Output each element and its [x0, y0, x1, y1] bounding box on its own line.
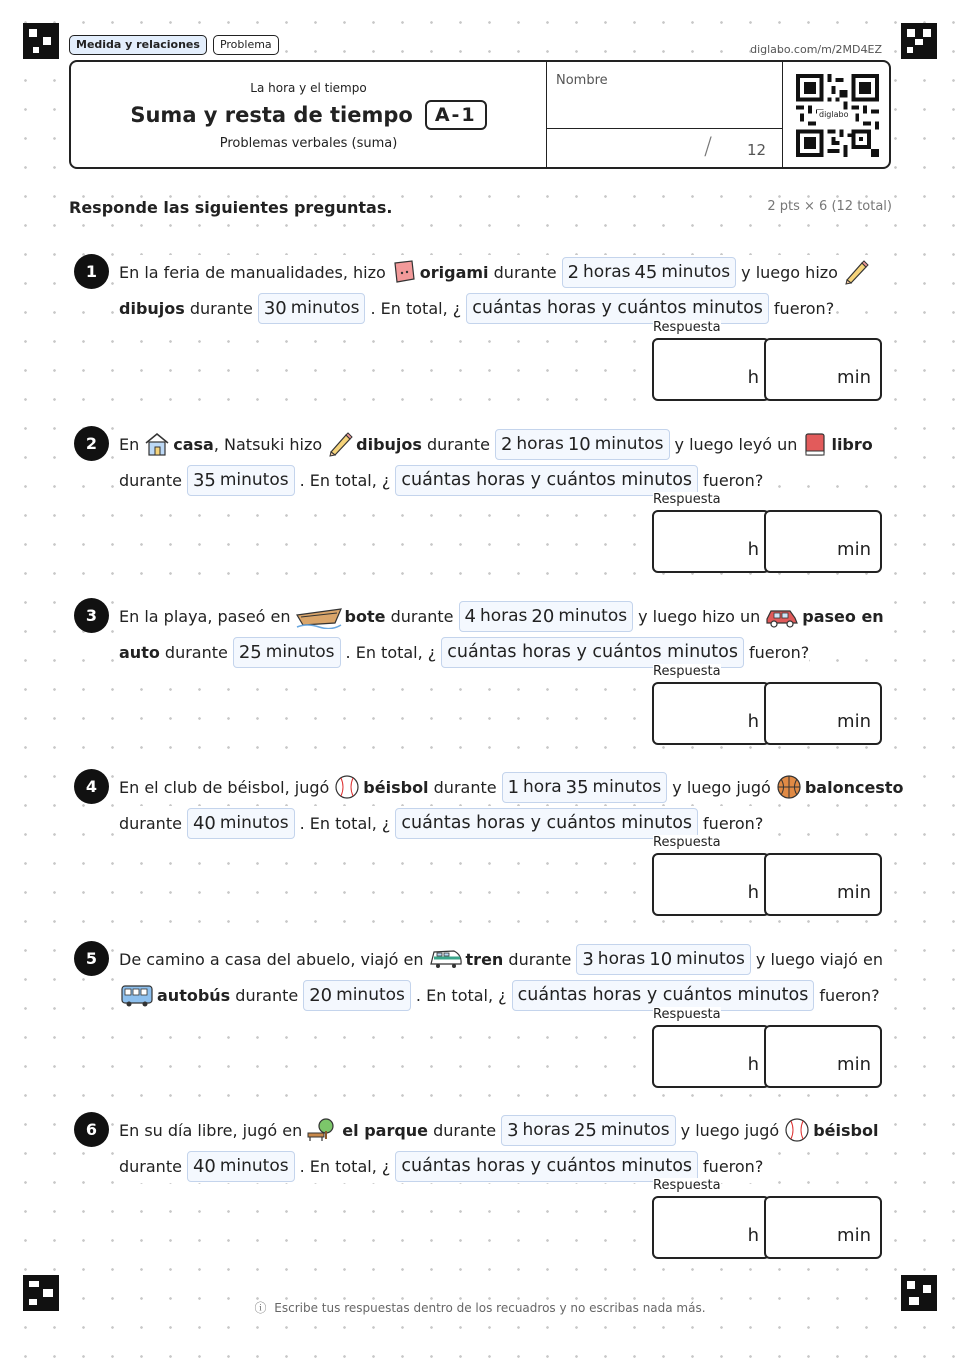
answer-minutes-box[interactable]	[764, 1025, 882, 1088]
activity-2-cont: auto	[119, 642, 160, 662]
time-chip-2	[187, 1151, 295, 1182]
activity-2: paseo en	[802, 606, 884, 626]
hours-value: 2	[500, 433, 513, 455]
house-icon	[143, 431, 171, 457]
activity-2: béisbol	[813, 1120, 879, 1140]
hours-unit: horas	[516, 434, 564, 454]
score-slash: /	[704, 132, 713, 160]
ask-chip	[512, 980, 815, 1011]
question-text: En	[119, 434, 140, 454]
instructions: Responde las siguientes preguntas.	[69, 198, 393, 217]
minutes-unit: minutos	[265, 642, 335, 662]
minutes-unit: minutos	[290, 298, 360, 318]
time-chip-1	[502, 772, 668, 803]
unit-min: min	[837, 367, 871, 388]
unit-min: min	[837, 882, 871, 903]
unit-min: min	[837, 1054, 871, 1075]
question-number: 3	[74, 598, 109, 633]
question-line-1	[119, 599, 884, 633]
ask-chip	[395, 808, 698, 839]
baseball-icon	[783, 1117, 811, 1143]
durante-text: durante	[119, 470, 182, 490]
page-title: Suma y resta de tiempo	[130, 103, 413, 127]
answer-hours-box[interactable]	[652, 1196, 770, 1259]
hours-unit: horas	[479, 606, 528, 626]
question-line-2	[119, 291, 834, 325]
question-end: fueron?	[819, 985, 880, 1005]
ask-text: cuántas horas y cuántos minutos	[401, 813, 693, 833]
question-end: fueron?	[703, 1156, 764, 1176]
corner-marker-top-left	[23, 23, 59, 59]
ask-chip	[441, 637, 744, 668]
level-badge: A-1	[425, 100, 487, 130]
activity-1: tren	[465, 949, 504, 969]
car-icon	[764, 603, 800, 629]
hours-unit: horas	[583, 262, 631, 282]
source-url[interactable]: diglabo.com/m/2MD4EZ	[750, 43, 882, 56]
question-text: y luego viajó en	[755, 949, 883, 969]
tag-group	[69, 35, 279, 55]
question-text: . En total, ¿	[415, 985, 507, 1005]
time-chip-2	[187, 808, 295, 839]
minutes-value: 10	[567, 433, 591, 455]
question-text: y luego leyó un	[674, 434, 798, 454]
question-number: 6	[74, 1112, 109, 1147]
bus-icon	[119, 982, 155, 1008]
question-number: 1	[74, 254, 109, 289]
durante-text: durante	[433, 777, 497, 797]
unit-h: h	[747, 711, 759, 732]
minutes-value: 40	[192, 812, 216, 834]
durante-text: durante	[390, 606, 454, 626]
points-info: 2 pts × 6 (12 total)	[767, 199, 892, 214]
minutes-value: 20	[531, 605, 555, 627]
answer-minutes-box[interactable]	[764, 510, 882, 573]
answer-hours-box[interactable]	[652, 1025, 770, 1088]
question-text: . En total, ¿	[345, 642, 437, 662]
qr-label: diglabo	[819, 110, 849, 119]
question-end: fueron?	[703, 813, 764, 833]
time-chip-2	[258, 293, 366, 324]
durante-text: durante	[189, 298, 253, 318]
question-end: fueron?	[748, 642, 810, 662]
worksheet-header	[69, 60, 891, 169]
unit-h: h	[747, 1054, 759, 1075]
park-icon	[306, 1117, 340, 1143]
durante-text: durante	[493, 262, 557, 282]
minutes-value: 35	[565, 776, 589, 798]
activity-1: el parque	[342, 1120, 429, 1140]
answer-label: Respuesta	[653, 1007, 721, 1022]
minutes-unit: minutos	[219, 470, 289, 490]
topic-label: La hora y el tiempo	[250, 81, 367, 95]
time-chip-1	[459, 601, 634, 632]
name-divider	[547, 128, 782, 129]
unit-h: h	[747, 539, 759, 560]
time-chip-2	[233, 637, 341, 668]
activity-2: libro	[831, 434, 873, 454]
question-text: y luego jugó	[680, 1120, 780, 1140]
minutes-unit: minutos	[600, 1120, 670, 1140]
question-end: fueron?	[773, 298, 835, 318]
question-text: , Natsuki hizo	[213, 434, 323, 454]
time-chip-2	[187, 465, 295, 496]
answer-label: Respuesta	[653, 492, 721, 507]
durante-text: durante	[235, 985, 299, 1005]
page-subtitle: Problemas verbales (suma)	[219, 136, 398, 151]
question-text: En el club de béisbol, jugó	[119, 777, 330, 797]
question-text: y luego hizo	[741, 262, 838, 282]
activity-1: origami	[419, 262, 489, 282]
question-line-1	[119, 770, 903, 804]
question-text: . En total, ¿	[299, 1156, 391, 1176]
question-text: . En total, ¿	[299, 813, 391, 833]
question-end: fueron?	[703, 470, 764, 490]
time-chip-1	[576, 944, 751, 975]
minutes-value: 25	[238, 641, 262, 663]
corner-marker-top-right	[901, 23, 937, 59]
title-row	[71, 100, 546, 130]
minutes-unit: minutos	[661, 262, 731, 282]
question-text: En la playa, paseó en	[119, 606, 291, 626]
minutes-value: 10	[649, 948, 673, 970]
answer-label: Respuesta	[653, 835, 721, 850]
info-icon: ⓘ	[254, 1301, 267, 1315]
pencil-icon	[326, 431, 354, 457]
question-line-1	[119, 427, 873, 461]
question-line-1	[119, 1113, 878, 1147]
name-field[interactable]	[546, 62, 782, 167]
hours-unit: horas	[597, 949, 646, 969]
unit-min: min	[837, 539, 871, 560]
qr-block	[782, 62, 889, 167]
activity-1: dibujos	[356, 434, 422, 454]
unit-min: min	[837, 711, 871, 732]
question-text: . En total, ¿	[370, 298, 462, 318]
answer-hours-box[interactable]	[652, 510, 770, 573]
score-total: 12	[747, 141, 767, 159]
hours-unit: horas	[522, 1120, 570, 1140]
durante-text: durante	[508, 949, 572, 969]
boat-icon	[295, 603, 343, 629]
hours-value: 2	[567, 261, 580, 283]
durante-text: durante	[427, 434, 490, 454]
time-chip-2	[303, 980, 411, 1011]
unit-min: min	[837, 1225, 871, 1246]
pencil-icon	[842, 259, 870, 285]
activity-2: autobús	[157, 985, 231, 1005]
answer-hours-box[interactable]	[652, 682, 770, 745]
answer-label: Respuesta	[653, 320, 721, 335]
answer-minutes-box[interactable]	[764, 1196, 882, 1259]
unit-h: h	[747, 367, 759, 388]
question-text: De camino a casa del abuelo, viajó en	[119, 949, 424, 969]
question-text: y luego hizo un	[638, 606, 761, 626]
minutes-value: 45	[634, 261, 658, 283]
question-number: 5	[74, 941, 109, 976]
durante-text: durante	[119, 813, 182, 833]
minutes-unit: minutos	[558, 606, 628, 626]
ask-chip	[466, 293, 769, 324]
time-chip-1	[501, 1115, 676, 1146]
minutes-value: 40	[192, 1155, 216, 1177]
tag-category: Medida y relaciones	[69, 35, 207, 55]
baseball-icon	[333, 774, 361, 800]
question-line-1	[119, 942, 883, 976]
place: casa	[173, 434, 214, 454]
minutes-unit: minutos	[592, 777, 662, 797]
question-line-1	[119, 255, 872, 289]
ask-text: cuántas horas y cuántos minutos	[517, 985, 809, 1005]
answer-label: Respuesta	[653, 1178, 721, 1193]
minutes-unit: minutos	[336, 985, 405, 1005]
hours-value: 3	[507, 1119, 519, 1141]
activity-1: bote	[344, 606, 386, 626]
minutes-value: 30	[263, 297, 287, 319]
question-text: En la feria de manualidades, hizo	[119, 262, 386, 282]
time-chip-1	[562, 257, 737, 288]
question-line-2	[119, 978, 880, 1012]
ask-chip	[395, 1151, 698, 1182]
minutes-unit: minutos	[594, 434, 664, 454]
answer-hours-box[interactable]	[652, 338, 770, 401]
question-text: . En total, ¿	[299, 470, 391, 490]
hours-value: 4	[464, 605, 476, 627]
time-chip-1	[495, 429, 670, 460]
tag-type: Problema	[213, 35, 279, 55]
answer-hours-box[interactable]	[652, 853, 770, 916]
ask-text: cuántas horas y cuántos minutos	[447, 642, 738, 662]
durante-text: durante	[164, 642, 228, 662]
footer-note	[0, 1299, 960, 1316]
minutes-value: 20	[309, 984, 333, 1006]
name-label: Nombre	[556, 73, 608, 88]
durante-text: durante	[119, 1156, 182, 1176]
durante-text: durante	[433, 1120, 497, 1140]
answer-minutes-box[interactable]	[764, 682, 882, 745]
hours-value: 1	[507, 776, 520, 798]
minutes-value: 35	[192, 469, 216, 491]
ask-text: cuántas horas y cuántos minutos	[401, 470, 693, 490]
unit-h: h	[747, 1225, 759, 1246]
basketball-icon	[775, 774, 803, 800]
ask-text: cuántas horas y cuántos minutos	[472, 298, 763, 318]
answer-minutes-box[interactable]	[764, 338, 882, 401]
title-block	[71, 62, 546, 167]
footer-text: Escribe tus respuestas dentro de los recuadros y no escribas nada más.	[274, 1301, 706, 1315]
activity-2: baloncesto	[804, 777, 904, 797]
question-text: y luego jugó	[672, 777, 771, 797]
train-icon	[428, 946, 464, 972]
answer-minutes-box[interactable]	[764, 853, 882, 916]
book-icon	[801, 431, 829, 457]
question-number: 4	[74, 769, 109, 804]
question-text: En su día libre, jugó en	[119, 1120, 303, 1140]
minutes-unit: minutos	[676, 949, 745, 969]
ask-chip	[395, 465, 698, 496]
activity-2: dibujos	[119, 298, 185, 318]
question-number: 2	[74, 426, 109, 461]
hours-value: 3	[582, 948, 594, 970]
hours-unit: hora	[523, 777, 562, 797]
minutes-unit: minutos	[219, 1156, 289, 1176]
answer-label: Respuesta	[653, 664, 721, 679]
origami-icon	[390, 259, 418, 285]
ask-text: cuántas horas y cuántos minutos	[401, 1156, 693, 1176]
minutes-unit: minutos	[219, 813, 289, 833]
minutes-value: 25	[573, 1119, 597, 1141]
activity-1: béisbol	[363, 777, 429, 797]
unit-h: h	[747, 882, 759, 903]
